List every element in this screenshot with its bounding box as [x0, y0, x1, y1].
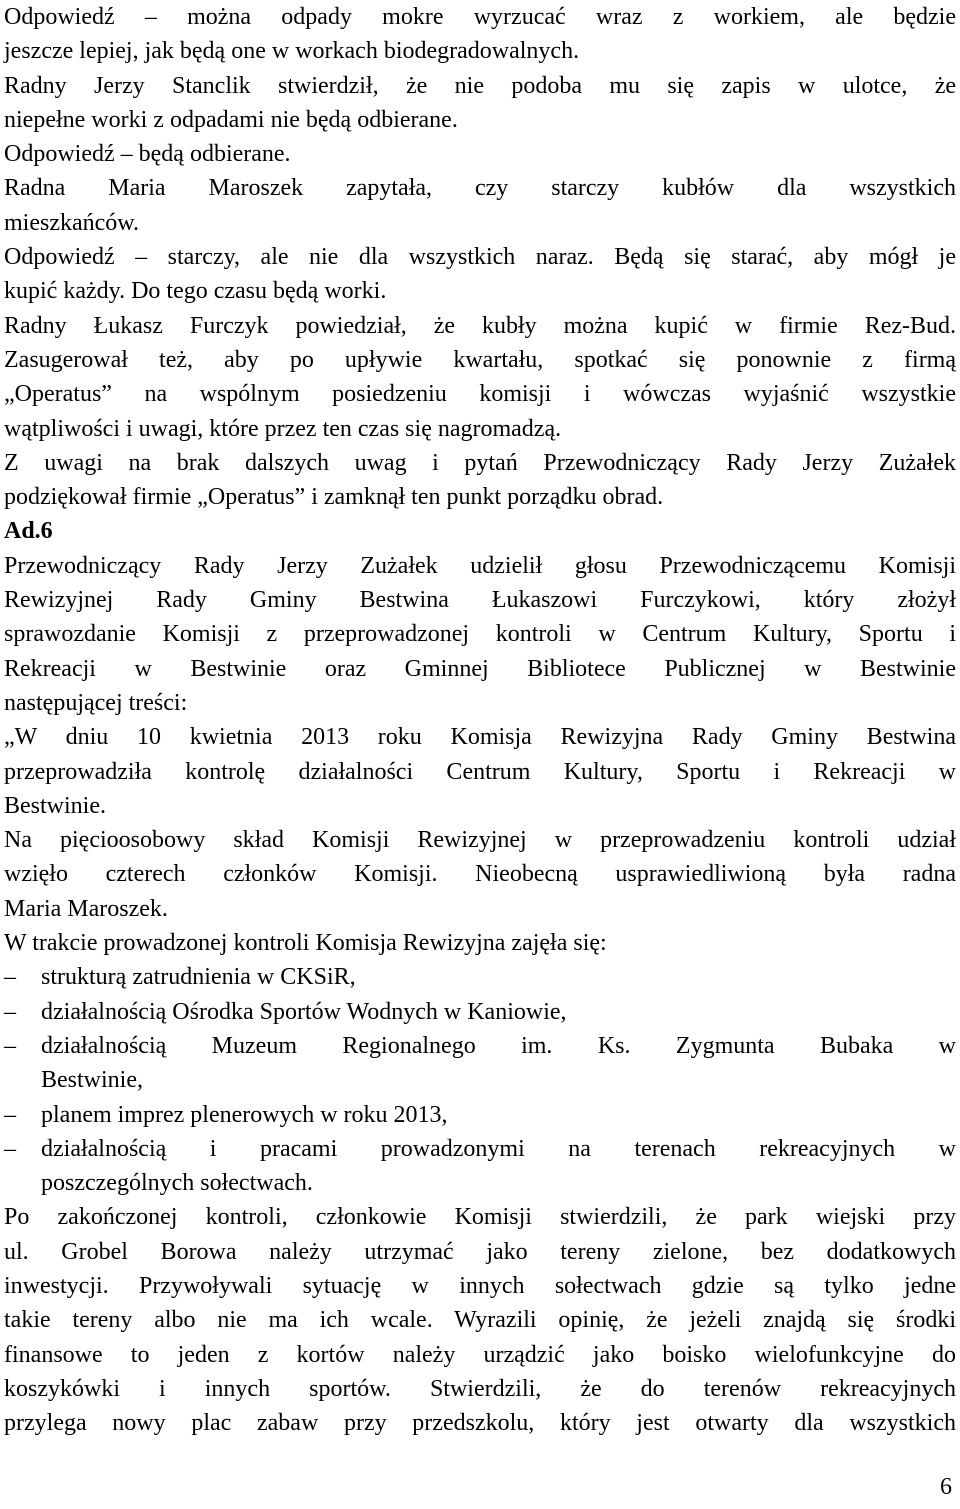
line-text: Przewodniczący Rady Jerzy Zużałek udzielił głosu Przewodniczącemu Komisji	[4, 552, 956, 579]
line-text: wątpliwości i uwagi, które przez ten czas się nagromadzą.	[4, 415, 562, 442]
text-line	[4, 1269, 956, 1303]
line-text: inwestycji. Przywoływali sytuację w innych sołectwach gdzie są tylko jedne	[4, 1272, 956, 1299]
text-line	[4, 617, 956, 651]
text-line	[4, 686, 956, 720]
document-page	[4, 0, 956, 1440]
line-text: Radny Jerzy Stanclik stwierdził, że nie podoba mu się zapis w ulotce, że	[4, 72, 956, 99]
line-text: Po zakończonej kontroli, członkowie Komisji stwierdzili, że park wiejski przy	[4, 1204, 956, 1231]
text-line	[4, 171, 956, 205]
text-line	[4, 857, 956, 891]
line-text: Odpowiedź – można odpady mokre wyrzucać wraz z workiem, ale będzie	[4, 4, 956, 30]
page-number: 6	[940, 1474, 952, 1500]
text-line	[4, 789, 956, 823]
text-line	[4, 583, 956, 617]
list-item	[4, 960, 956, 994]
list-dash-icon: –	[4, 998, 16, 1025]
line-text: przeprowadziła kontrolę działalności Centrum Kultury, Sportu i Rekreacji w	[4, 758, 956, 785]
text-line	[4, 240, 956, 274]
line-text: takie tereny albo nie ma ich wcale. Wyrazili opinię, że jeżeli znajdą się środki	[4, 1307, 956, 1334]
line-text: Zasugerował też, aby po upływie kwartału, spotkać się ponownie z firmą	[4, 346, 956, 373]
text-line	[4, 652, 956, 686]
line-text: strukturą zatrudnienia w CKSiR,	[41, 964, 356, 991]
text-line	[4, 755, 956, 789]
line-text: wzięło czterech członków Komisji. Nieobecną usprawiedliwioną była radna	[4, 861, 956, 888]
text-line	[4, 1235, 956, 1269]
text-line	[4, 343, 956, 377]
line-text: sprawozdanie Komisji z przeprowadzonej kontroli w Centrum Kultury, Sportu i	[4, 621, 956, 648]
line-text: działalnością i pracami prowadzonymi na terenach rekreacyjnych w	[41, 1135, 956, 1162]
section-heading	[4, 514, 956, 548]
line-text: mieszkańców.	[4, 209, 140, 236]
text-line	[4, 823, 956, 857]
line-text: Odpowiedź – będą odbierane.	[4, 141, 291, 168]
list-dash-icon: –	[4, 1032, 16, 1059]
text-line	[4, 34, 956, 68]
line-text: podziękował firmie „Operatus” i zamknął ten punkt porządku obrad.	[4, 484, 664, 511]
line-text: Rekreacji w Bestwinie oraz Gminnej Bibliotece Publicznej w Bestwinie	[4, 655, 956, 682]
text-line	[4, 720, 956, 754]
text-line	[4, 926, 956, 960]
text-line	[4, 103, 956, 137]
line-text: niepełne worki z odpadami nie będą odbierane.	[4, 106, 458, 133]
list-dash-icon: –	[4, 964, 16, 991]
text-line	[4, 1338, 956, 1372]
line-text: Radna Maria Maroszek zapytała, czy starczy kubłów dla wszystkich	[4, 175, 956, 202]
line-text: Maria Maroszek.	[4, 895, 168, 922]
text-line	[4, 892, 956, 926]
list-item	[4, 1098, 956, 1132]
text-line	[4, 0, 956, 34]
line-text: działalnością Ośrodka Sportów Wodnych w Kaniowie,	[41, 998, 567, 1025]
text-line	[4, 446, 956, 480]
line-text: Bestwinie.	[4, 792, 106, 819]
text-line	[4, 1200, 956, 1234]
line-text: kupić każdy. Do tego czasu będą worki.	[4, 278, 387, 305]
line-text: Z uwagi na brak dalszych uwag i pytań Przewodniczący Rady Jerzy Zużałek	[4, 449, 956, 476]
line-text: planem imprez plenerowych w roku 2013,	[41, 1101, 448, 1128]
line-text: działalnością Muzeum Regionalnego im. Ks. Zygmunta Bubaka w	[41, 1032, 956, 1059]
text-line	[4, 1372, 956, 1406]
text-line	[4, 412, 956, 446]
list-dash-icon: –	[4, 1135, 16, 1162]
list-item	[4, 995, 956, 1029]
line-text: ul. Grobel Borowa należy utrzymać jako tereny zielone, bez dodatkowych	[4, 1238, 956, 1265]
list-item	[4, 1132, 956, 1166]
text-line	[4, 377, 956, 411]
text-line	[4, 1406, 956, 1440]
line-text: finansowe to jeden z kortów należy urządzić jako boisko wielofunkcyjne do	[4, 1341, 956, 1368]
line-text: przylega nowy plac zabaw przy przedszkolu, który jest otwarty dla wszystkich	[4, 1410, 956, 1437]
line-text: Bestwinie,	[41, 1067, 143, 1094]
list-dash-icon: –	[4, 1101, 16, 1128]
text-line	[4, 274, 956, 308]
line-text: poszczególnych sołectwach.	[41, 1170, 313, 1197]
line-text: Ad.6	[4, 518, 53, 545]
line-text: „Operatus” na wspólnym posiedzeniu komisji i wówczas wyjaśnić wszystkie	[4, 381, 956, 408]
line-text: następującej treści:	[4, 689, 188, 716]
text-line	[4, 1063, 956, 1097]
text-line	[4, 206, 956, 240]
text-line	[4, 480, 956, 514]
line-text: Odpowiedź – starczy, ale nie dla wszystkich naraz. Będą się starać, aby mógł je	[4, 244, 956, 271]
text-line	[4, 1303, 956, 1337]
line-text: Rewizyjnej Rady Gminy Bestwina Łukaszowi Furczykowi, który złożył	[4, 587, 956, 614]
list-item	[4, 1029, 956, 1063]
text-line	[4, 1166, 956, 1200]
text-line	[4, 309, 956, 343]
text-line	[4, 549, 956, 583]
line-text: „W dniu 10 kwietnia 2013 roku Komisja Rewizyjna Rady Gminy Bestwina	[4, 724, 956, 751]
text-line	[4, 137, 956, 171]
line-text: Na pięcioosobowy skład Komisji Rewizyjnej w przeprowadzeniu kontroli udział	[4, 827, 956, 854]
line-text: Radny Łukasz Furczyk powiedział, że kubły można kupić w firmie Rez-Bud.	[4, 312, 956, 339]
line-text: W trakcie prowadzonej kontroli Komisja Rewizyjna zajęła się:	[4, 930, 607, 957]
line-text: jeszcze lepiej, jak będą one w workach biodegradowalnych.	[4, 38, 580, 65]
line-text: koszykówki i innych sportów. Stwierdzili, że do terenów rekreacyjnych	[4, 1375, 956, 1402]
text-line	[4, 69, 956, 103]
